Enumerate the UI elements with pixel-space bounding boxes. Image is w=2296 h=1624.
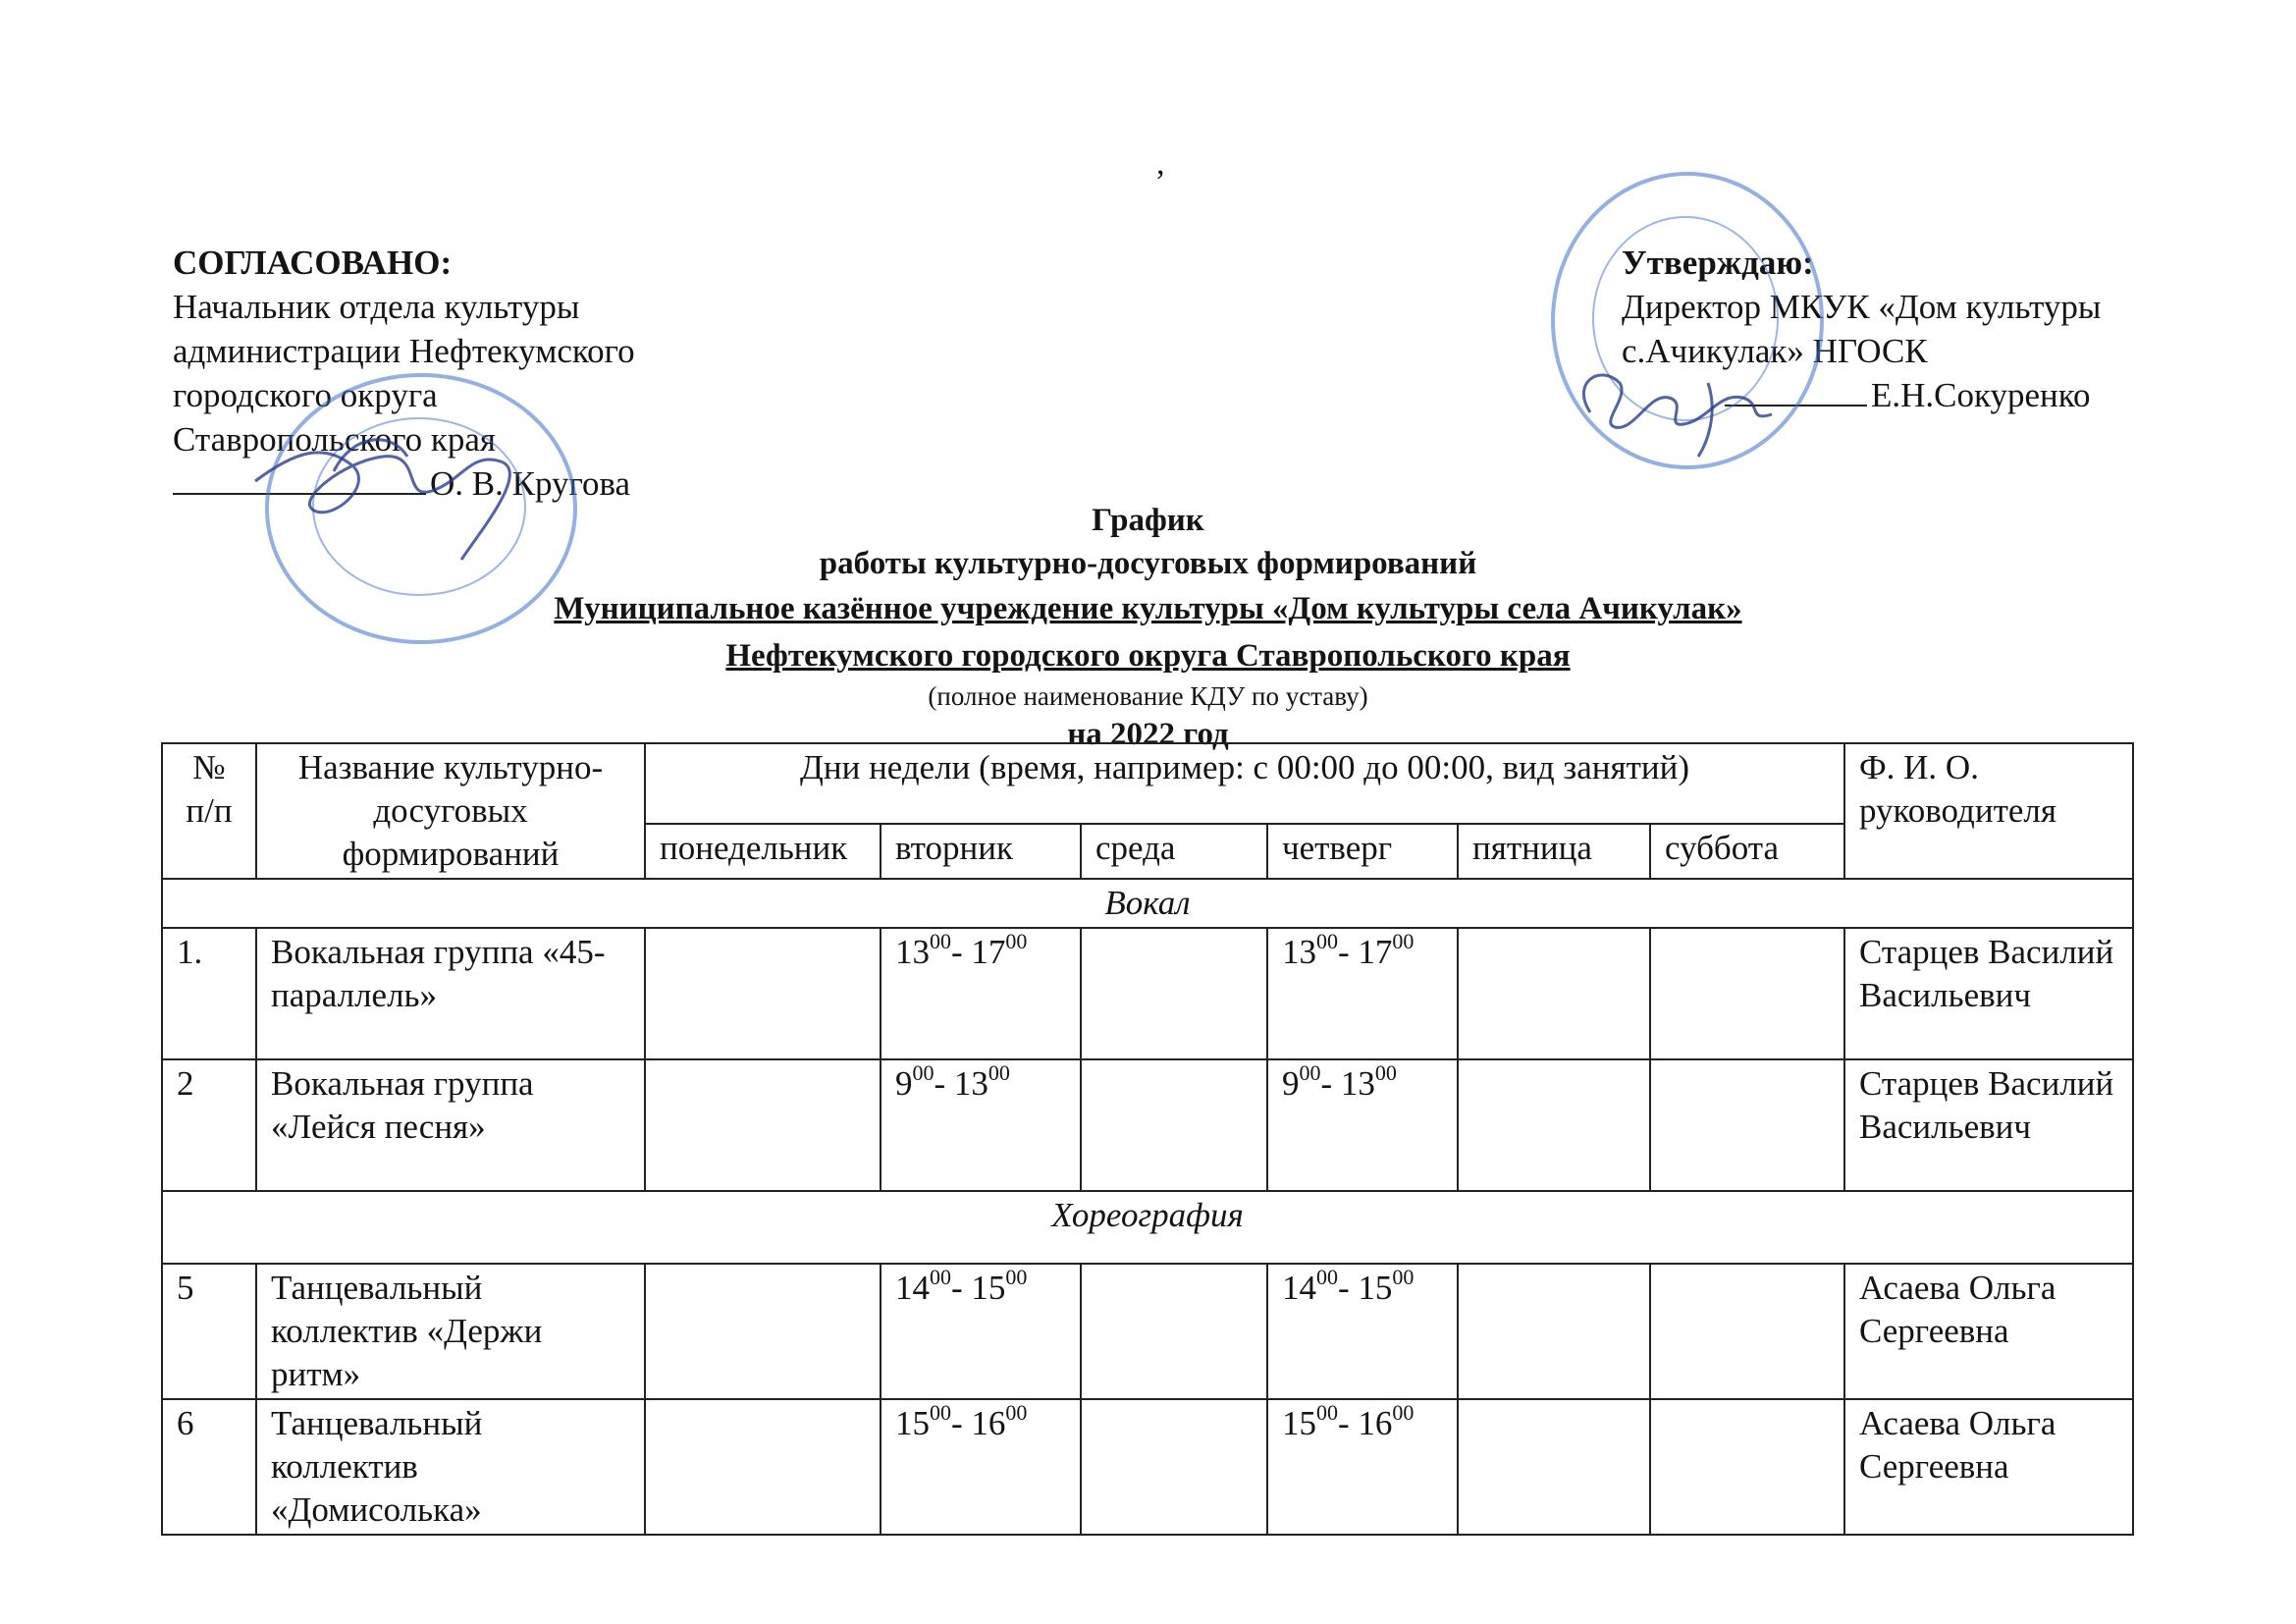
approval-left-line1: Начальник отдела культуры bbox=[173, 288, 580, 326]
document-title: График bbox=[1092, 503, 1204, 538]
time-minutes: 00 bbox=[912, 1060, 934, 1086]
cell-thursday bbox=[1267, 1399, 1458, 1535]
header-name: Название культурно-досуговых формирований bbox=[256, 743, 645, 879]
table-row bbox=[162, 1264, 2133, 1399]
stray-mark: , bbox=[1156, 145, 1165, 182]
cell-monday bbox=[645, 1399, 881, 1535]
time-dash: - bbox=[1338, 1404, 1359, 1442]
organization-district: Нефтекумского городского округа Ставропольского края bbox=[725, 638, 1571, 674]
time-to: 13 bbox=[953, 1064, 988, 1103]
time-minutes: 00 bbox=[1005, 1265, 1028, 1290]
time-minutes: 00 bbox=[1392, 1265, 1415, 1290]
time-minutes: 00 bbox=[988, 1060, 1010, 1086]
approval-left-title: СОГЛАСОВАНО: bbox=[173, 244, 453, 282]
cell-wednesday bbox=[1081, 1399, 1267, 1535]
cell-monday bbox=[645, 1264, 881, 1399]
cell-thursday bbox=[1267, 1264, 1458, 1399]
row-name: Танцевальный коллектив «Домисолька» bbox=[256, 1399, 645, 1535]
approval-right-line1: Директор МКУК «Дом культуры bbox=[1622, 288, 2102, 326]
time-minutes: 00 bbox=[1005, 929, 1028, 954]
time-from: 14 bbox=[895, 1269, 930, 1307]
time-minutes: 00 bbox=[1316, 929, 1338, 954]
organization-name-note: (полное наименование КДУ по уставу) bbox=[928, 681, 1368, 711]
time-minutes: 00 bbox=[1392, 929, 1415, 954]
header-number: № п/п bbox=[162, 743, 256, 879]
approval-left-line3: городского округа bbox=[173, 376, 438, 414]
cell-friday bbox=[1458, 928, 1650, 1059]
section-title: Хореография bbox=[162, 1191, 2133, 1264]
cell-wednesday bbox=[1081, 928, 1267, 1059]
cell-saturday bbox=[1650, 1264, 1844, 1399]
time-dash: - bbox=[951, 1404, 972, 1442]
row-name: Танцевальный коллектив «Держи ритм» bbox=[256, 1264, 645, 1399]
approval-left-line2: администрации Нефтекумского bbox=[173, 332, 635, 370]
cell-monday bbox=[645, 928, 881, 1059]
time-to: 17 bbox=[1358, 933, 1393, 971]
time-minutes: 00 bbox=[930, 1400, 951, 1426]
approval-right-line2: с.Ачикулак» НГОСК bbox=[1622, 332, 1928, 370]
cell-tuesday bbox=[881, 1059, 1081, 1191]
time-from: 9 bbox=[895, 1064, 913, 1103]
header-wednesday: среда bbox=[1081, 824, 1267, 879]
approval-right-title: Утверждаю: bbox=[1622, 244, 1814, 282]
time-minutes: 00 bbox=[1005, 1400, 1028, 1426]
cell-tuesday bbox=[881, 928, 1081, 1059]
time-minutes: 00 bbox=[1299, 1060, 1321, 1086]
cell-saturday bbox=[1650, 928, 1844, 1059]
cell-tuesday bbox=[881, 1399, 1081, 1535]
time-dash: - bbox=[951, 1269, 972, 1307]
document-year: на 2022 год bbox=[1067, 717, 1229, 752]
cell-wednesday bbox=[1081, 1264, 1267, 1399]
time-minutes: 00 bbox=[1316, 1265, 1338, 1290]
document-title-block bbox=[0, 499, 2296, 756]
header-days-group: Дни недели (время, например: с 00:00 до 00:00, вид занятий) bbox=[645, 743, 1844, 824]
approval-left-line4: Ставропольского края bbox=[173, 420, 496, 459]
time-dash: - bbox=[1338, 1269, 1359, 1307]
cell-friday bbox=[1458, 1399, 1650, 1535]
time-dash: - bbox=[934, 1064, 954, 1103]
section-row bbox=[162, 879, 2133, 928]
table-row bbox=[162, 1399, 2133, 1535]
time-minutes: 00 bbox=[1392, 1400, 1415, 1426]
row-leader: Асаева Ольга Сергеевна bbox=[1844, 1264, 2133, 1399]
time-to: 16 bbox=[971, 1404, 1006, 1442]
time-minutes: 00 bbox=[1374, 1060, 1397, 1086]
schedule-table bbox=[161, 742, 2134, 1536]
document-subtitle: работы культурно-досуговых формирований bbox=[819, 546, 1477, 581]
time-dash: - bbox=[1338, 933, 1359, 971]
organization-name: Муниципальное казённое учреждение культуры «Дом культуры села Ачикулак» bbox=[554, 591, 1742, 626]
time-dash: - bbox=[1320, 1064, 1341, 1103]
approval-right-signatory: Е.Н.Сокуренко bbox=[1871, 376, 2091, 414]
header-monday: понедельник bbox=[645, 824, 881, 879]
row-number: 5 bbox=[162, 1264, 256, 1399]
cell-thursday bbox=[1267, 1059, 1458, 1191]
header-friday: пятница bbox=[1458, 824, 1650, 879]
section-title: Вокал bbox=[162, 879, 2133, 928]
row-number: 6 bbox=[162, 1399, 256, 1535]
approval-left-signatory: О. В. Кругова bbox=[430, 464, 631, 503]
row-leader: Асаева Ольга Сергеевна bbox=[1844, 1399, 2133, 1535]
time-from: 14 bbox=[1282, 1269, 1316, 1307]
row-number: 2 bbox=[162, 1059, 256, 1191]
time-minutes: 00 bbox=[1316, 1400, 1338, 1426]
signature-right bbox=[1561, 353, 1796, 461]
row-name: Вокальная группа «45-параллель» bbox=[256, 928, 645, 1059]
time-from: 15 bbox=[1282, 1404, 1316, 1442]
time-to: 15 bbox=[1358, 1269, 1393, 1307]
time-from: 15 bbox=[895, 1404, 930, 1442]
cell-monday bbox=[645, 1059, 881, 1191]
cell-tuesday bbox=[881, 1264, 1081, 1399]
time-minutes: 00 bbox=[930, 1265, 951, 1290]
time-from: 13 bbox=[895, 933, 930, 971]
time-from: 9 bbox=[1282, 1064, 1300, 1103]
row-name: Вокальная группа «Лейся песня» bbox=[256, 1059, 645, 1191]
header-leader: Ф. И. О. руководителя bbox=[1844, 743, 2133, 879]
cell-saturday bbox=[1650, 1059, 1844, 1191]
time-minutes: 00 bbox=[930, 929, 951, 954]
time-dash: - bbox=[951, 933, 972, 971]
header-tuesday: вторник bbox=[881, 824, 1081, 879]
time-from: 13 bbox=[1282, 933, 1316, 971]
cell-wednesday bbox=[1081, 1059, 1267, 1191]
row-leader: Старцев Василий Васильевич bbox=[1844, 1059, 2133, 1191]
cell-friday bbox=[1458, 1264, 1650, 1399]
row-leader: Старцев Василий Васильевич bbox=[1844, 928, 2133, 1059]
row-number: 1. bbox=[162, 928, 256, 1059]
cell-thursday bbox=[1267, 928, 1458, 1059]
time-to: 16 bbox=[1358, 1404, 1393, 1442]
table-row bbox=[162, 928, 2133, 1059]
time-to: 13 bbox=[1340, 1064, 1375, 1103]
header-saturday: суббота bbox=[1650, 824, 1844, 879]
cell-saturday bbox=[1650, 1399, 1844, 1535]
time-to: 17 bbox=[971, 933, 1006, 971]
time-to: 15 bbox=[971, 1269, 1006, 1307]
section-row bbox=[162, 1191, 2133, 1264]
header-thursday: четверг bbox=[1267, 824, 1458, 879]
table-row bbox=[162, 1059, 2133, 1191]
cell-friday bbox=[1458, 1059, 1650, 1191]
